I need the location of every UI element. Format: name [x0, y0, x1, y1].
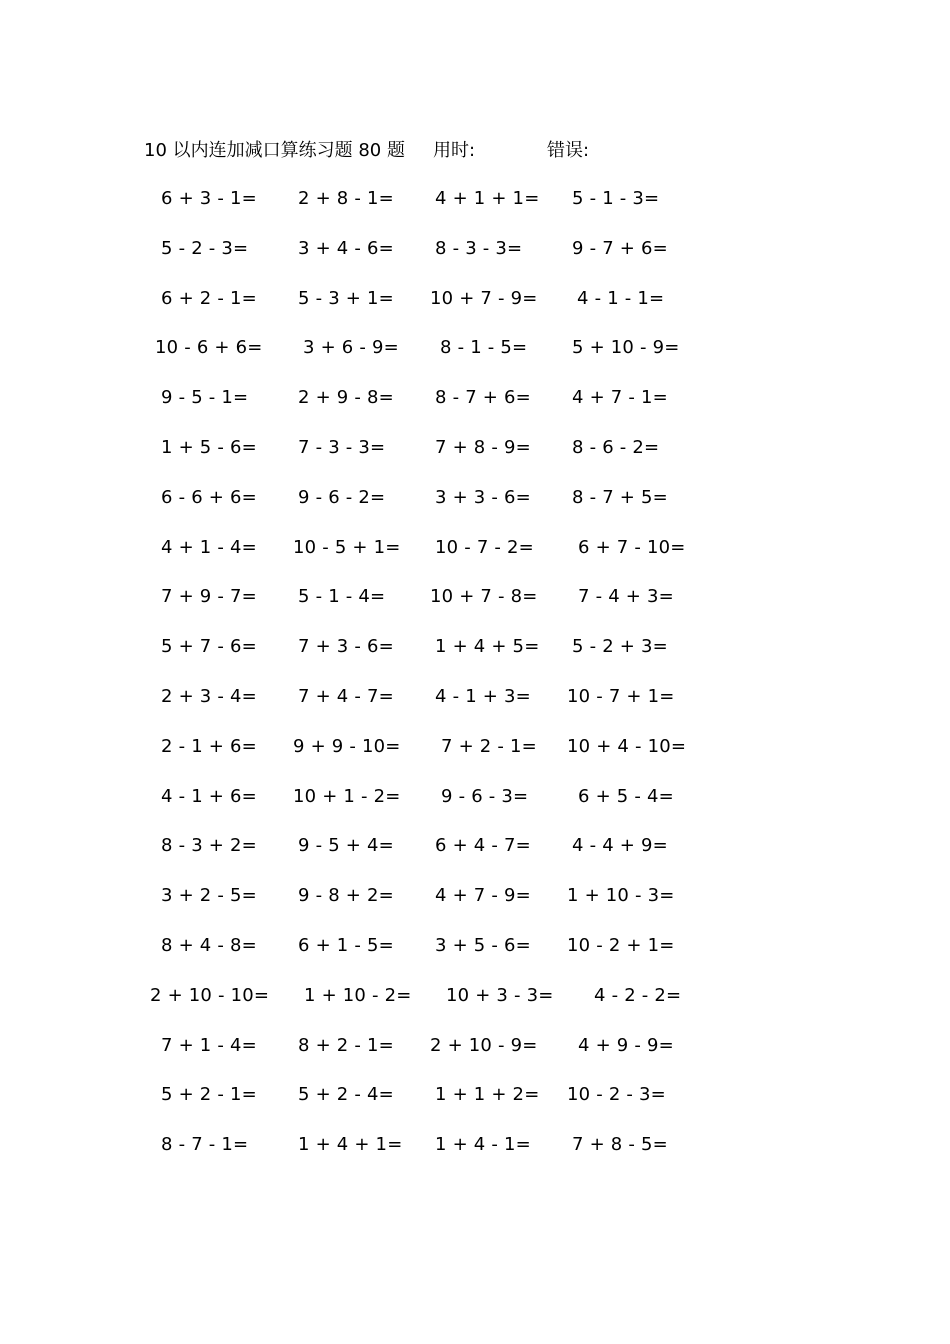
problem-item: 5 - 1 - 4= — [298, 586, 386, 608]
problem-item: 7 - 3 - 3= — [298, 436, 386, 458]
problem-item: 4 - 1 + 6= — [161, 785, 257, 807]
problem-item: 6 + 4 - 7= — [435, 835, 531, 857]
problem-item: 6 + 5 - 4= — [578, 785, 674, 807]
problem-item: 1 + 4 - 1= — [435, 1134, 531, 1156]
problem-item: 10 - 2 - 3= — [567, 1084, 666, 1106]
problem-item: 3 + 3 - 6= — [435, 486, 531, 508]
problem-item: 7 + 9 - 7= — [161, 586, 257, 608]
problem-item: 5 - 2 + 3= — [572, 636, 668, 658]
problem-row — [0, 983, 950, 1033]
problem-item: 8 - 7 + 6= — [435, 387, 531, 409]
problem-row — [0, 584, 950, 634]
problem-item: 10 + 3 - 3= — [446, 984, 554, 1006]
problem-item: 9 - 8 + 2= — [298, 885, 394, 907]
problem-item: 1 + 10 - 3= — [567, 885, 675, 907]
problem-item: 7 + 3 - 6= — [298, 636, 394, 658]
problem-item: 4 - 1 + 3= — [435, 685, 531, 707]
problem-item: 2 + 8 - 1= — [298, 188, 394, 209]
problem-item: 10 + 7 - 9= — [430, 287, 538, 309]
problem-row — [0, 784, 950, 834]
problem-item: 4 + 1 - 4= — [161, 536, 257, 558]
problem-item: 1 + 10 - 2= — [304, 984, 412, 1006]
problem-item: 7 + 2 - 1= — [441, 735, 537, 757]
problem-item: 8 - 7 + 5= — [572, 486, 668, 508]
problem-item: 3 + 4 - 6= — [298, 237, 394, 259]
problem-item: 8 + 2 - 1= — [298, 1034, 394, 1056]
problem-item: 6 + 3 - 1= — [161, 188, 257, 209]
problem-row — [0, 1082, 950, 1132]
problem-item: 4 - 2 - 2= — [594, 984, 682, 1006]
problem-item: 9 - 5 + 4= — [298, 835, 394, 857]
problem-item: 10 - 5 + 1= — [293, 536, 401, 558]
problem-item: 10 + 1 - 2= — [293, 785, 401, 807]
problem-item: 8 - 7 - 1= — [161, 1134, 249, 1156]
problem-item: 3 + 5 - 6= — [435, 934, 531, 956]
problem-row — [0, 734, 950, 784]
problem-row — [0, 286, 950, 336]
worksheet-header — [0, 138, 950, 164]
problem-item: 8 - 3 - 3= — [435, 237, 523, 259]
problem-row — [0, 335, 950, 385]
problem-item: 2 + 10 - 10= — [150, 984, 270, 1006]
problem-item: 7 - 4 + 3= — [578, 586, 674, 608]
problem-item: 2 + 10 - 9= — [430, 1034, 538, 1056]
problem-item: 1 + 4 + 1= — [298, 1134, 403, 1156]
problem-row — [0, 1132, 950, 1182]
problem-row — [0, 385, 950, 435]
problem-item: 4 + 1 + 1= — [435, 188, 540, 209]
problem-row — [0, 933, 950, 983]
problem-item: 8 + 4 - 8= — [161, 934, 257, 956]
problem-item: 1 + 5 - 6= — [161, 436, 257, 458]
problem-row — [0, 634, 950, 684]
problem-item: 4 + 7 - 9= — [435, 885, 531, 907]
problem-item: 10 + 4 - 10= — [567, 735, 687, 757]
problem-item: 10 - 7 + 1= — [567, 685, 675, 707]
problem-item: 8 - 6 - 2= — [572, 436, 660, 458]
problem-item: 7 + 1 - 4= — [161, 1034, 257, 1056]
problem-row — [0, 435, 950, 485]
problem-item: 5 - 1 - 3= — [572, 188, 660, 209]
time-label: 用时: — [433, 140, 476, 161]
problem-item: 10 - 7 - 2= — [435, 536, 534, 558]
problem-item: 9 - 5 - 1= — [161, 387, 249, 409]
problem-item: 10 - 2 + 1= — [567, 934, 675, 956]
problem-item: 6 + 1 - 5= — [298, 934, 394, 956]
problem-item: 5 + 2 - 1= — [161, 1084, 257, 1106]
problem-item: 8 - 1 - 5= — [440, 337, 528, 359]
problem-row — [0, 684, 950, 734]
problem-row — [0, 1033, 950, 1083]
problem-item: 3 + 6 - 9= — [303, 337, 399, 359]
problem-item: 1 + 4 + 5= — [435, 636, 540, 658]
problem-item: 3 + 2 - 5= — [161, 885, 257, 907]
problem-row — [0, 236, 950, 286]
problem-grid — [0, 186, 950, 1182]
problem-item: 2 + 9 - 8= — [298, 387, 394, 409]
problem-item: 6 + 7 - 10= — [578, 536, 686, 558]
problem-item: 7 + 8 - 9= — [435, 436, 531, 458]
problem-item: 8 - 3 + 2= — [161, 835, 257, 857]
problem-row — [0, 186, 950, 236]
problem-row — [0, 883, 950, 933]
problem-item: 5 + 10 - 9= — [572, 337, 680, 359]
problem-item: 9 - 7 + 6= — [572, 237, 668, 259]
problem-item: 7 + 8 - 5= — [572, 1134, 668, 1156]
problem-item: 9 + 9 - 10= — [293, 735, 401, 757]
problem-item: 10 + 7 - 8= — [430, 586, 538, 608]
problem-item: 10 - 6 + 6= — [155, 337, 263, 359]
problem-item: 2 + 3 - 4= — [161, 685, 257, 707]
worksheet-title: 10 以内连加减口算练习题 80 题 — [144, 140, 405, 161]
problem-item: 4 + 9 - 9= — [578, 1034, 674, 1056]
problem-row — [0, 535, 950, 585]
problem-item: 9 - 6 - 3= — [441, 785, 529, 807]
problem-item: 2 - 1 + 6= — [161, 735, 257, 757]
problem-item: 1 + 1 + 2= — [435, 1084, 540, 1106]
problem-row — [0, 485, 950, 535]
problem-item: 6 + 2 - 1= — [161, 287, 257, 309]
problem-item: 5 + 7 - 6= — [161, 636, 257, 658]
problem-item: 4 - 1 - 1= — [577, 287, 665, 309]
problem-item: 5 - 2 - 3= — [161, 237, 249, 259]
problem-item: 4 + 7 - 1= — [572, 387, 668, 409]
problem-item: 9 - 6 - 2= — [298, 486, 386, 508]
problem-row — [0, 833, 950, 883]
problem-item: 7 + 4 - 7= — [298, 685, 394, 707]
problem-item: 5 - 3 + 1= — [298, 287, 394, 309]
problem-item: 6 - 6 + 6= — [161, 486, 257, 508]
error-label: 错误: — [547, 140, 590, 161]
problem-item: 5 + 2 - 4= — [298, 1084, 394, 1106]
problem-item: 4 - 4 + 9= — [572, 835, 668, 857]
